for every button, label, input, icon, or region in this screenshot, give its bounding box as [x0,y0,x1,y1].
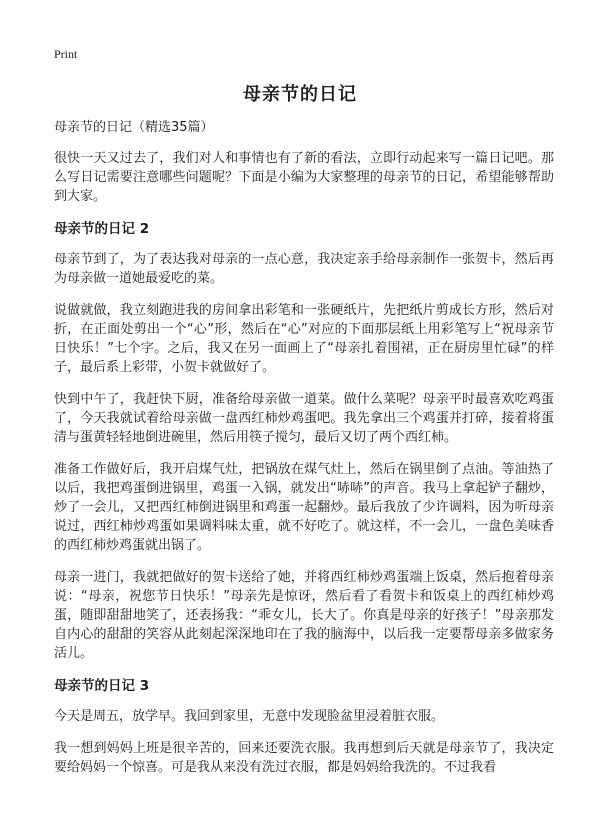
print-link[interactable]: Print [54,47,78,61]
intro-paragraph: 很快一天又过去了，我们对人和事情也有了新的看法，立即行动起来写一篇日记吧。那么写日记需要注意哪些问题呢？下面是小编为大家整理的母亲节的日记，希望能够帮助到大家。 [54,151,554,204]
section-paragraph: 母亲一进门，我就把做好的贺卡送给了她，并将西红柿炒鸡蛋端上饭桌，然后抱着母亲说：“母亲，祝您节日快乐！”母亲先是惊讶，然后看了看贺卡和饭桌上的西红柿炒鸡蛋，随即甜甜地笑了，还表扬我：“乖女儿，长大了。你真是母亲的好孩子！”母亲那发自内心的甜甜的笑容从此刻起深深地印在了我的脑海中，以后我一定要帮母亲多做家务活儿。 [54,570,554,661]
section-paragraph: 我一想到妈妈上班是很辛苦的，回来还要洗衣服。我再想到后天就是母亲节了，我决定要给妈妈一个惊喜。可是我从来没有洗过衣服，都是妈妈给我洗的。不过我看 [54,741,554,775]
section-paragraph: 母亲节到了，为了表达我对母亲的一点心意，我决定亲手给母亲制作一张贺卡，然后再为母亲做一道她最爱吃的菜。 [54,252,554,286]
document-subtitle: 母亲节的日记（精选35篇） [54,120,214,135]
section-paragraph: 快到中午了，我赶快下厨，准备给母亲做一道菜。做什么菜呢？母亲平时最喜欢吃鸡蛋了，今天我就试着给母亲做一盘西红柿炒鸡蛋吧。我先拿出三个鸡蛋并打碎，接着将蛋清与蛋黄轻轻地倒进碗里，然后用筷子搅匀，最后又切了两个西红柿。 [54,392,554,445]
section-heading: 母亲节的日记 2 [54,221,150,237]
section-paragraph: 今天是周五，放学早。我回到家里，无意中发现脸盆里浸着脏衣服。 [54,709,445,724]
section-paragraph: 准备工作做好后，我开启煤气灶，把锅放在煤气灶上，然后在锅里倒了点油。等油热了以后，我把鸡蛋倒进锅里，鸡蛋一入锅，就发出“哧哧”的声音。我马上拿起铲子翻炒，炒了一会儿，又把西红柿倒进锅里和鸡蛋一起翻炒。最后我放了少许调料，因为听母亲说过，西红柿炒鸡蛋如果调料味太重，就不好吃了。就这样，不一会儿，一盘色美味香的西红柿炒鸡蛋就出锅了。 [54,462,554,553]
section-paragraph: 说做就做，我立刻跑进我的房间拿出彩笔和一张硬纸片，先把纸片剪成长方形，然后对折，在正面处剪出一个“心”形，然后在“心”对应的下面那层纸上用彩笔写上“祝母亲节日快乐！”七个字。之后，我又在另一面画上了“母亲扎着围裙，正在厨房里忙碌”的样子，最后系上彩带，小贺卡就做好了。 [54,303,554,375]
document-body [54,118,554,790]
page-title: 母亲节的日记 [243,84,357,105]
section-heading: 母亲节的日记 3 [54,678,150,694]
